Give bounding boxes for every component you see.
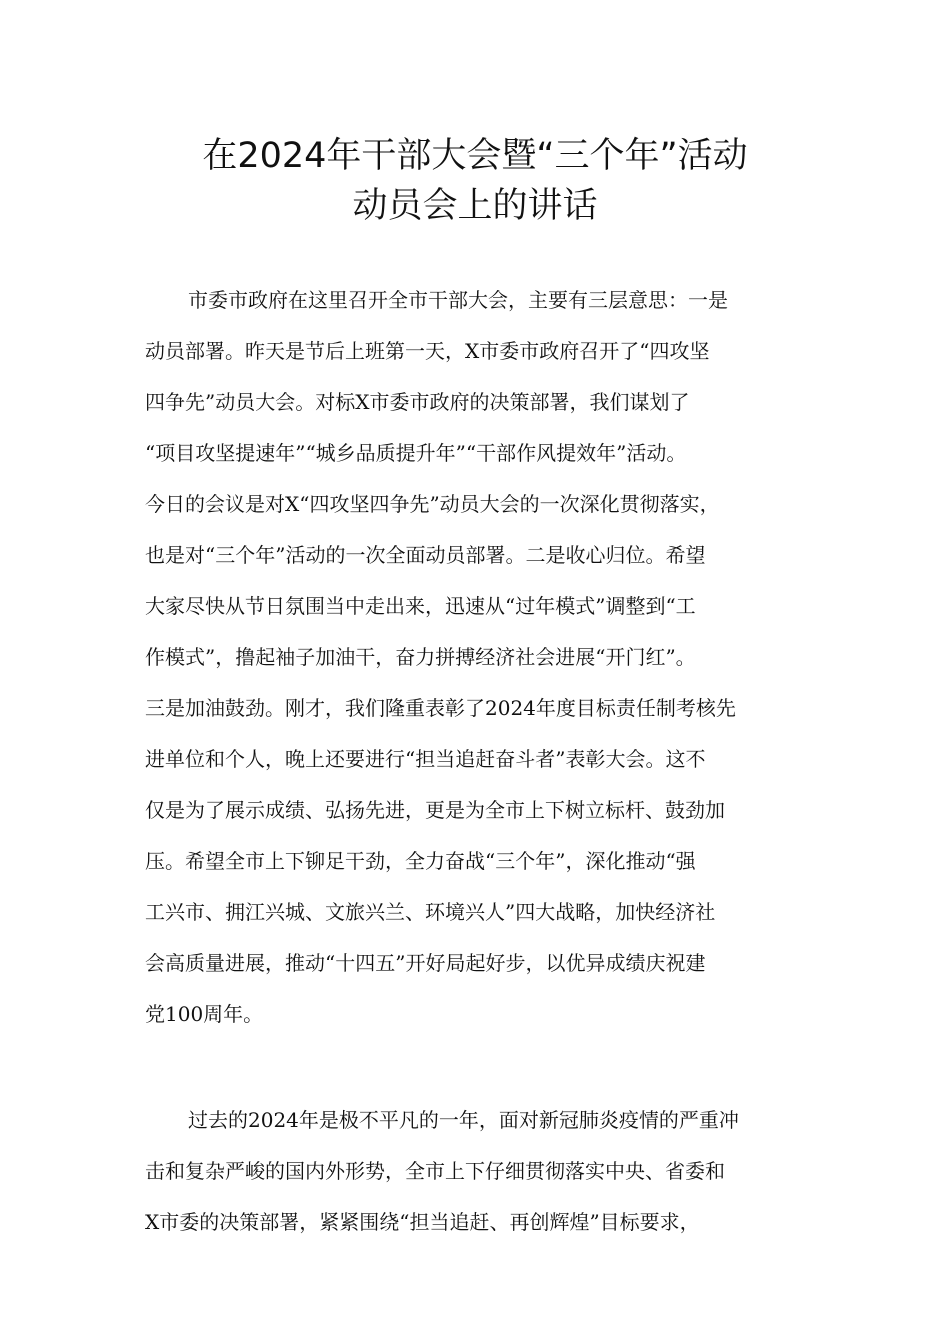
paragraph-2-line: 击和复杂严峻的国内外形势，全市上下仔细贯彻落实中央、省委和 <box>145 1159 725 1183</box>
paragraph-1-line: 进单位和个人，晚上还要进行“担当追赶奋斗者”表彰大会。这不 <box>145 747 706 771</box>
document-title-line-2: 动员会上的讲话 <box>352 186 598 226</box>
paragraph-1-line: 动员部署。昨天是节后上班第一天，X市委市政府召开了“四攻坚 <box>145 339 710 363</box>
paragraph-1-line: 党100周年。 <box>145 1002 264 1026</box>
paragraph-1-line: 工兴市、拥江兴城、文旅兴兰、环境兴人”四大战略，加快经济社 <box>145 900 716 924</box>
paragraph-1-line: 今日的会议是对X“四攻坚四争先”动员大会的一次深化贯彻落实， <box>145 492 720 516</box>
paragraph-1-line: 三是加油鼓劲。刚才，我们隆重表彰了2024年度目标责任制考核先 <box>145 696 736 720</box>
paragraph-1-line: 会高质量进展，推动“十四五”开好局起好步，以优异成绩庆祝建 <box>145 951 706 975</box>
paragraph-1-line: 作模式”，撸起袖子加油干，奋力拼搏经济社会进展“开门红”。 <box>145 645 696 669</box>
paragraph-2-line: 过去的2024年是极不平凡的一年，面对新冠肺炎疫情的严重冲 <box>188 1108 739 1132</box>
paragraph-1-line: 仅是为了展示成绩、弘扬先进，更是为全市上下树立标杆、鼓劲加 <box>145 798 725 822</box>
paragraph-1-line: “项目攻坚提速年”“城乡品质提升年”“干部作风提效年”活动。 <box>145 441 687 465</box>
paragraph-1-line: 四争先”动员大会。对标X市委市政府的决策部署，我们谋划了 <box>145 390 690 414</box>
document-title-line-1: 在2024年干部大会暨“三个年”活动 <box>202 136 748 176</box>
paragraph-1-line: 也是对“三个年”活动的一次全面动员部署。二是收心归位。希望 <box>145 543 706 567</box>
paragraph-1-line: 大家尽快从节日氛围当中走出来，迅速从“过年模式”调整到“工 <box>145 594 696 618</box>
paragraph-2-line: X市委的决策部署，紧紧围绕“担当追赶、再创辉煌”目标要求， <box>145 1210 700 1234</box>
paragraph-1-line: 市委市政府在这里召开全市干部大会，主要有三层意思：一是 <box>188 288 728 312</box>
paragraph-1-line: 压。希望全市上下铆足干劲，全力奋战“三个年”，深化推动“强 <box>145 849 696 873</box>
